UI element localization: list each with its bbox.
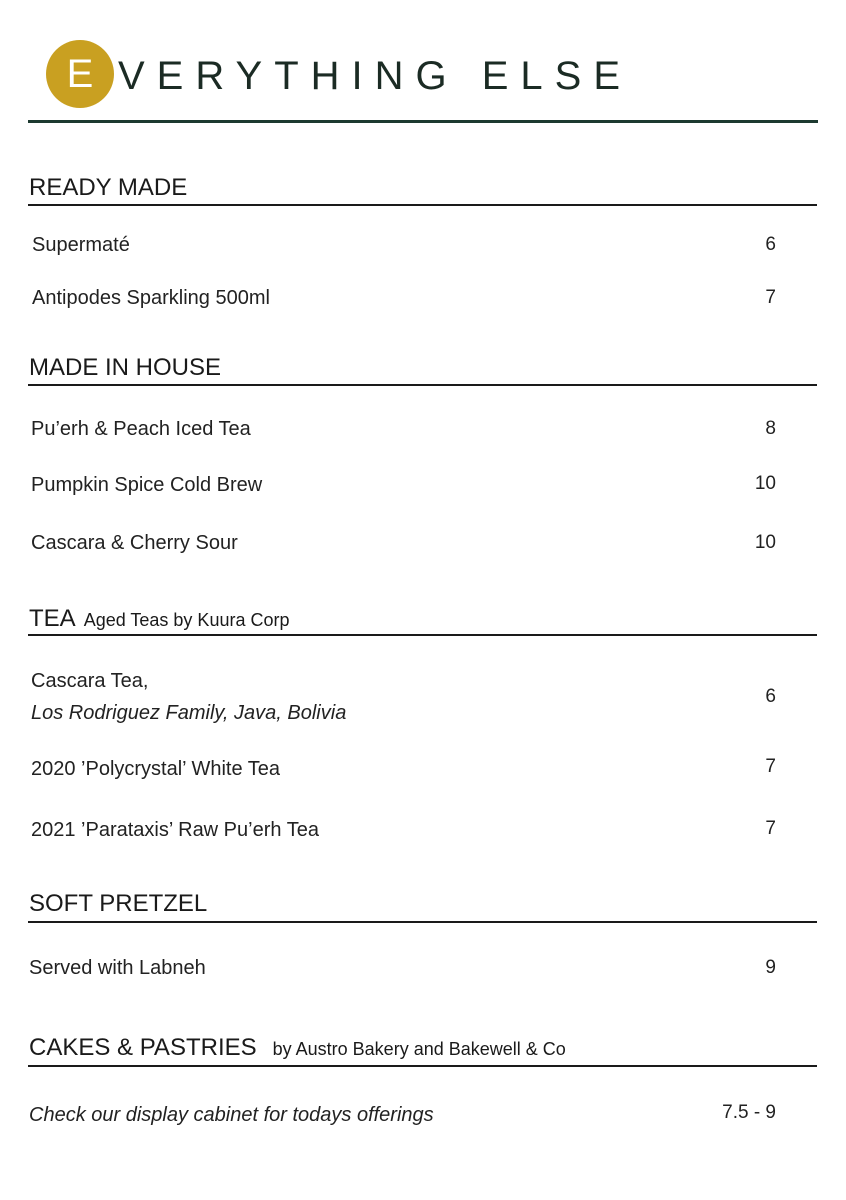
title-initial-circle	[46, 40, 114, 108]
menu-item-price: 7	[765, 756, 776, 777]
menu-item-detail: Los Rodriguez Family, Java, Bolivia	[31, 702, 347, 724]
menu-item-price: 10	[754, 473, 776, 494]
menu-item-name: 2021 ’Parataxis’ Raw Pu’erh Tea	[31, 819, 319, 841]
section-title-tea: TEA Aged Teas by Kuura Corp	[29, 605, 290, 632]
menu-item-name: Cascara Tea,	[31, 670, 149, 692]
title-initial: E	[66, 52, 94, 96]
section-divider	[28, 384, 817, 386]
section-divider	[28, 1065, 817, 1067]
menu-header	[0, 0, 846, 125]
menu-item-name: Antipodes Sparkling 500ml	[32, 287, 270, 309]
menu-item-price: 9	[765, 957, 776, 978]
menu-item-name: Supermaté	[32, 234, 130, 256]
menu-item-name: Pu’erh & Peach Iced Tea	[31, 418, 251, 440]
section-subtitle: Aged Teas by Kuura Corp	[83, 610, 290, 630]
menu-item-price: 10	[754, 532, 776, 553]
menu-item-price: 7	[765, 287, 776, 308]
header-divider	[28, 120, 818, 123]
menu-item-price: 6	[765, 234, 776, 255]
section-subtitle: by Austro Bakery and Bakewell & Co	[272, 1039, 566, 1059]
section-divider	[28, 921, 817, 923]
page-title: VERYTHING ELSE	[118, 54, 633, 98]
menu-item-name: 2020 ’Polycrystal’ White Tea	[31, 758, 281, 780]
section-divider	[28, 204, 817, 206]
section-title-cakes-pastries: CAKES & PASTRIES by Austro Bakery and Bakewell & Co	[29, 1034, 566, 1061]
menu-item-price: 6	[765, 686, 776, 707]
menu-item-name: Cascara & Cherry Sour	[31, 532, 238, 554]
section-title-made-in-house: MADE IN HOUSE	[29, 354, 222, 381]
menu-item-price: 7.5 - 9	[722, 1102, 776, 1123]
menu-item-price: 8	[765, 418, 776, 439]
section-title-soft-pretzel: SOFT PRETZEL	[29, 890, 208, 917]
section-divider	[28, 634, 817, 636]
menu-item-name: Served with Labneh	[29, 957, 206, 979]
menu-item-name: Pumpkin Spice Cold Brew	[31, 474, 263, 496]
menu-item-name: Check our display cabinet for todays offerings	[29, 1104, 434, 1126]
menu-item-price: 7	[765, 818, 776, 839]
section-title-ready-made: READY MADE	[29, 174, 188, 201]
